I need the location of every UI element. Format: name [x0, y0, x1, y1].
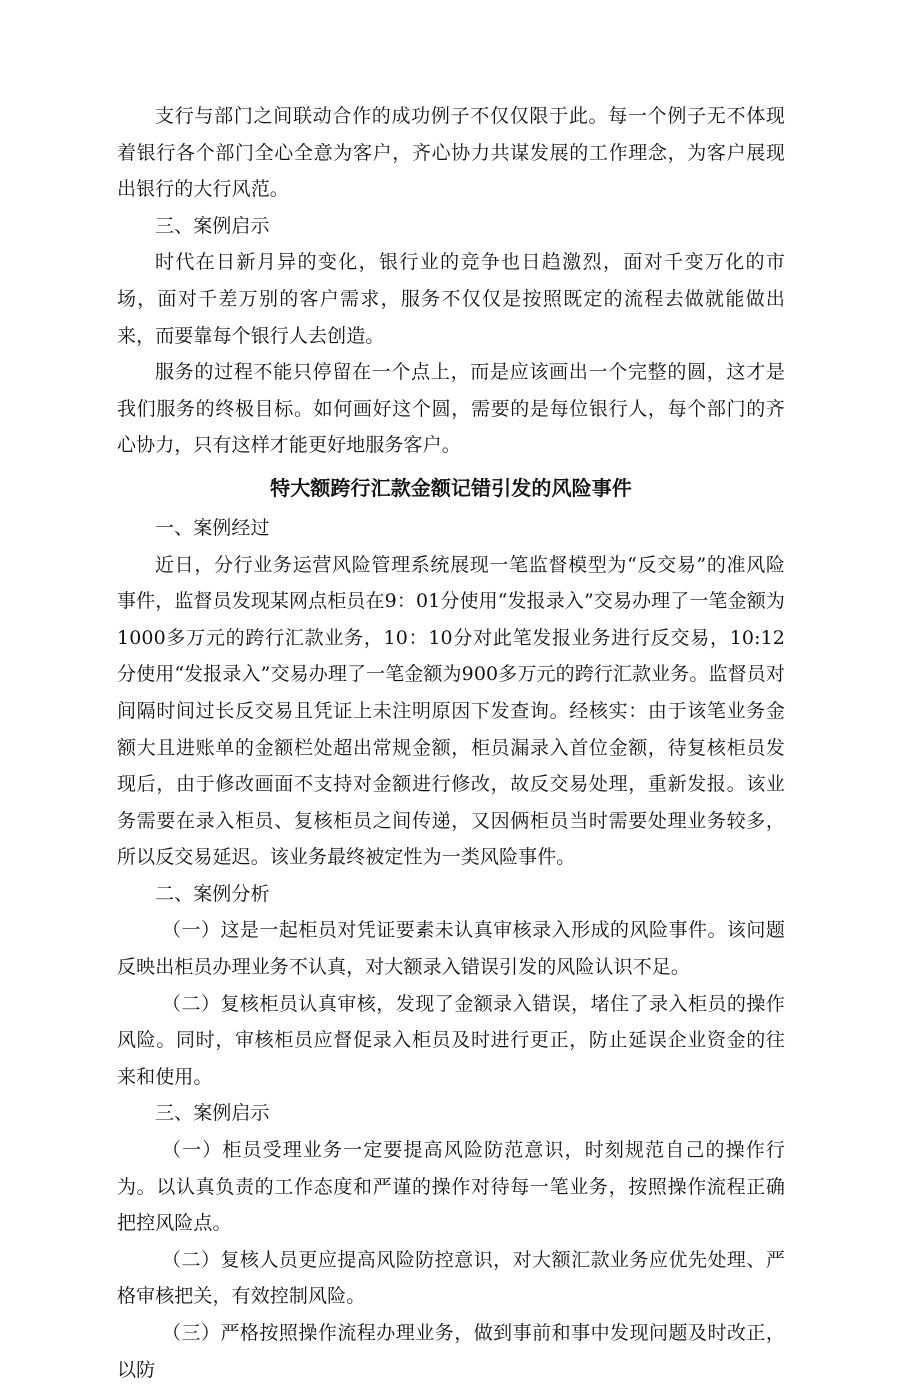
paragraph-inspiration-2: （二）复核人员更应提高风险防控意识，对大额汇款业务应优先处理、严格审核把关，有效控制风险。	[117, 1248, 785, 1308]
paragraph-analysis-1: （一）这是一起柜员对凭证要素未认真审核录入形成的风险事件。该问题反映出柜员办理业务不认真，对大额录入错误引发的风险认识不足。	[117, 919, 785, 979]
heading-prev-case-inspiration: 三、案例启示	[155, 214, 270, 237]
paragraph-inspiration-3: （三）严格按照操作流程办理业务，做到事前和事中发现问题及时改正，以防	[117, 1322, 785, 1381]
paragraph-prev-inspiration-1: 时代在日新月异的变化，银行业的竞争也日趋激烈，面对千变万化的市场，面对千差万别的客户需求，服务不仅仅是按照既定的流程去做就能做出来，而要靠每个银行人去创造。	[117, 251, 785, 347]
document-page	[117, 98, 785, 1388]
paragraph-prev-inspiration-2: 服务的过程不能只停留在一个点上，而是应该画出一个完整的圆，这才是我们服务的终极目标。如何画好这个圆，需要的是每位银行人，每个部门的齐心协力，只有这样才能更好地服务客户。	[117, 361, 785, 457]
case-title: 特大额跨行汇款金额记错引发的风险事件	[270, 475, 632, 500]
heading-case-analysis: 二、案例分析	[155, 882, 270, 905]
heading-case-inspiration: 三、案例启示	[155, 1102, 270, 1125]
paragraph-prev-summary: 支行与部门之间联动合作的成功例子不仅仅限于此。每一个例子无不体现着银行各个部门全心全意为客户，齐心协力共谋发展的工作理念，为客户展现出银行的大行风范。	[117, 105, 785, 201]
paragraph-inspiration-1: （一）柜员受理业务一定要提高风险防范意识，时刻规范自己的操作行为。以认真负责的工作态度和严谨的操作对待每一笔业务，按照操作流程正确把控风险点。	[117, 1139, 785, 1235]
heading-case-process: 一、案例经过	[155, 516, 270, 539]
paragraph-analysis-2: （二）复核柜员认真审核，发现了金额录入错误，堵住了录入柜员的操作风险。同时，审核柜员应督促录入柜员及时进行更正，防止延误企业资金的往来和使用。	[117, 992, 785, 1088]
paragraph-case-process: 近日，分行业务运营风险管理系统展现一笔监督模型为“反交易”的准风险事件，监督员发现某网点柜员在9：01分使用“发报录入”交易办理了一笔金额为1000多万元的跨行汇款业务，10：10分对此笔发报业务进行反交易，10:12分使用“发报录入”交易办理了一笔金额为900多万元的跨行汇款业务。监督员对间隔时间过长反交易且凭证上未注明原因下发查询。经核实：由于该笔业务金额大且进账单的金额栏处超出常规金额，柜员漏录入首位金额，待复核柜员发现后，由于修改画面不支持对金额进行修改，故反交易处理，重新发报。该业务需要在录入柜员、复核柜员之间传递，又因俩柜员当时需要处理业务较多，所以反交易延迟。该业务最终被定性为一类风险事件。	[117, 553, 785, 869]
